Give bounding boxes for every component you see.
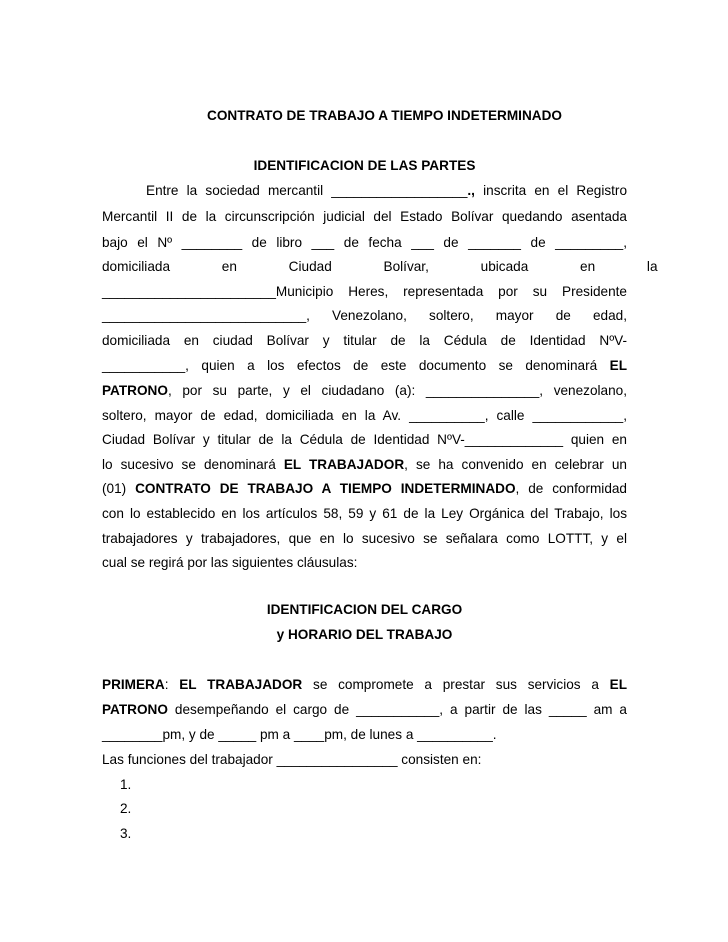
list-item: 1. [120,777,132,792]
section-heading-parties: IDENTIFICACION DE LAS PARTES [253,158,476,173]
paragraph-line: trabajadores y trabajadores, que en lo sucesivo se señalara como LOTTT, y el [102,531,627,546]
section-heading-position: IDENTIFICACION DEL CARGO [266,602,463,617]
paragraph-line: lo sucesivo se denominará EL TRABAJADOR, se ha convenido en celebrar un [102,457,627,472]
section-heading-schedule: y HORARIO DEL TRABAJO [276,627,453,642]
paragraph-line: soltero, mayor de edad, domiciliada en la Av. __________, calle ____________, [102,408,627,423]
paragraph-line: ___________, quien a los efectos de este documento se denominará EL [102,358,627,373]
paragraph-line: con lo establecido en los artículos 58, 59 y 61 de la Ley Orgánica del Trabajo, los [102,506,627,521]
list-item: 2. [120,801,132,816]
paragraph-line: cual se regirá por las siguientes cláusulas: [102,555,358,570]
paragraph-line: domiciliada en Ciudad Bolívar, ubicada en la [102,259,658,274]
paragraph-line: Mercantil II de la circunscripción judicial del Estado Bolívar quedando asentada [102,209,627,224]
paragraph-line: Entre la sociedad mercantil __________________., inscrita en el Registro [146,183,627,198]
list-item: 3. [120,826,132,841]
paragraph-line: (01) CONTRATO DE TRABAJO A TIEMPO INDETERMINADO, de conformidad [102,481,627,496]
paragraph-line: domiciliada en ciudad Bolívar y titular de la Cédula de Identidad NºV- [102,333,627,348]
paragraph-line: _______________________Municipio Heres, representada por su Presidente [102,284,627,299]
paragraph-line: ___________________________, Venezolano, soltero, mayor de edad, [102,308,627,323]
paragraph-line: PATRONO, por su parte, y el ciudadano (a): _______________, venezolano, [102,383,627,398]
paragraph-line: Ciudad Bolívar y titular de la Cédula de Identidad NºV-_____________ quien en [102,432,627,447]
paragraph-line: Las funciones del trabajador ________________ consisten en: [102,752,482,767]
clause-first-line: PRIMERA: EL TRABAJADOR se compromete a prestar sus servicios a EL [102,677,628,692]
paragraph-line: PATRONO desempeñando el cargo de ___________, a partir de las _____ am a [102,702,627,717]
paragraph-line: bajo el Nº ________ de libro ___ de fecha ___ de _______ de _________, [102,235,627,250]
contract-title: CONTRATO DE TRABAJO A TIEMPO INDETERMINADO [207,108,562,123]
paragraph-line: ________pm, y de _____ pm a ____pm, de lunes a __________. [102,727,497,742]
